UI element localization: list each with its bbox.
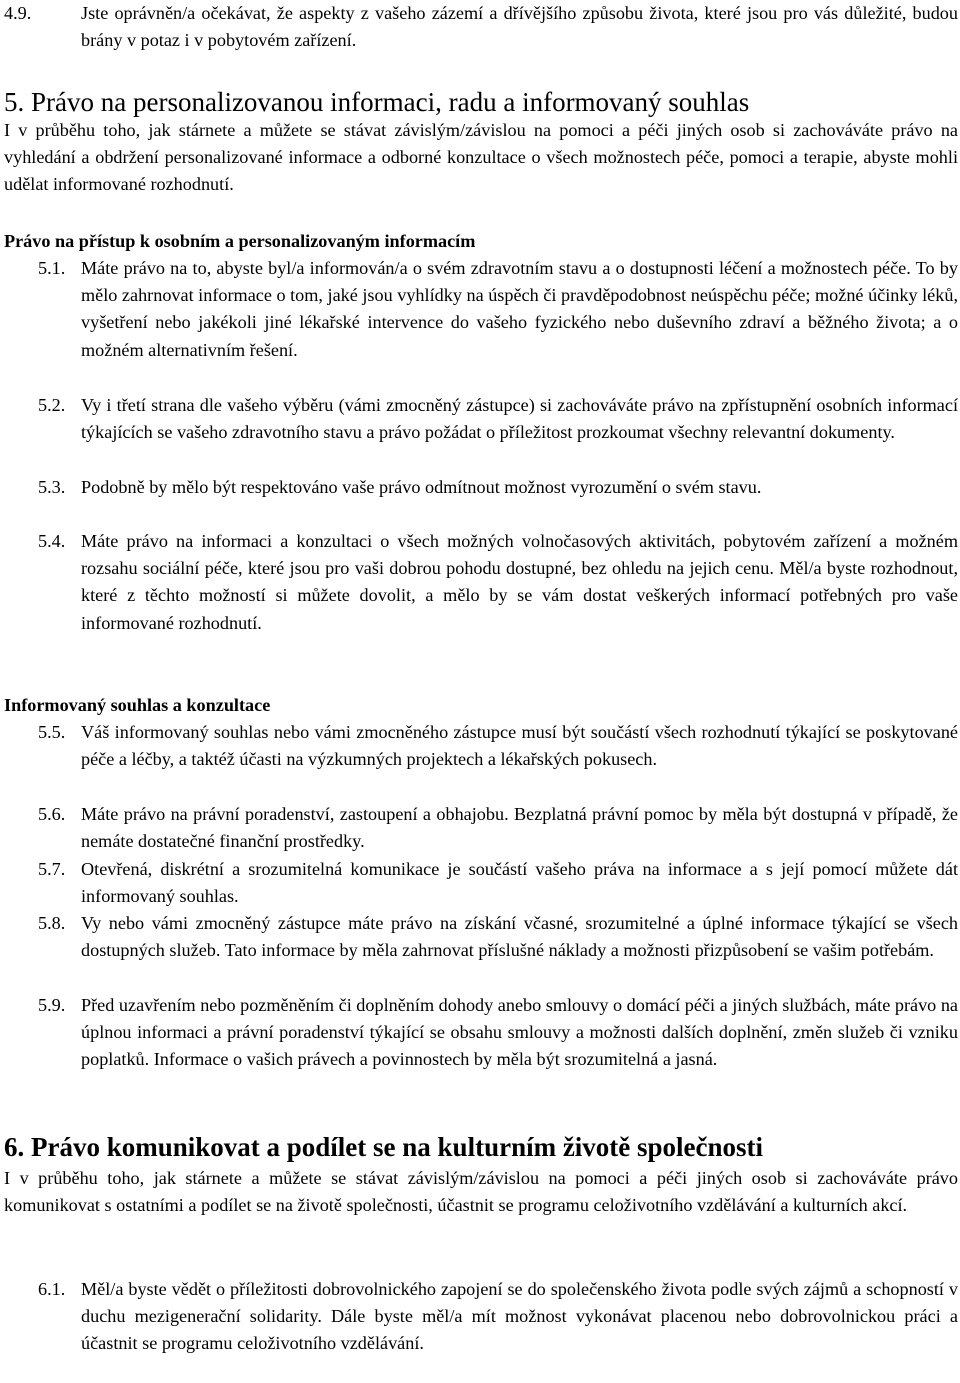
list-item — [0, 856, 958, 910]
item-text: Máte právo na to, abyste byl/a informován/a o svém zdravotním stavu a o dostupnosti léčení a možnostech péče. To by mělo zahrnovat informace o tom, jaké jsou vyhlídky na úspěch či pravděpodobnost neúspěchu péče; možné účinky léků, vyšetření nebo jakékoli jiné lékařské intervence do vašeho fyzického nebo duševního zdraví a běžného života; a o možném alternativním řešení. — [81, 258, 958, 360]
list-item — [0, 392, 958, 446]
item-number: 5.9. — [38, 995, 66, 1015]
list-item — [0, 1276, 958, 1358]
item-text: Máte právo na právní poradenství, zastoupení a obhajobu. Bezplatná právní pomoc by měla být dostupná v případě, že nemáte dostatečné finanční prostředky. — [81, 804, 958, 852]
list-item — [0, 528, 958, 637]
section-intro: I v průběhu toho, jak stárnete a můžete se stávat závislým/závislou na pomoci a péči jiných osob si zachováváte právo na vyhledání a obdržení personalizované informace a odborné konzultace o všech možnostech péče, pomoci a terapie, abyste mohli udělat informované rozhodnutí. — [4, 120, 958, 195]
section-title: 5. Právo na personalizovanou informaci, radu a informovaný souhlas — [4, 87, 750, 117]
subsection-title: Právo na přístup k osobním a personalizovaným informacím — [4, 231, 476, 251]
item-number: 4.9. — [4, 3, 32, 23]
item-number: 5.6. — [38, 804, 66, 824]
item-text: Před uzavřením nebo pozměněním či doplněním dohody anebo smlouvy o domácí péči a jiných službách, máte právo na úplnou informaci a právní poradenství týkající se obsahu smlouvy a možnosti dalších doplnění, změn služeb či vzniku poplatků. Informace o vašich právech a povinnostech by měla být srozumitelná a jasná. — [81, 995, 958, 1070]
item-text: Podobně by mělo být respektováno vaše právo odmítnout možnost vyrozumění o svém stavu. — [81, 477, 762, 497]
list-item — [0, 474, 958, 501]
item-text: Otevřená, diskrétní a srozumitelná komunikace je součástí vašeho práva na informace a s její pomocí můžete dát informovaný souhlas. — [81, 859, 958, 907]
item-number: 5.2. — [38, 395, 66, 415]
item-text: Měl/a byste vědět o příležitosti dobrovolnického zapojení se do společenského života podle svých zájmů a schopností v duchu mezigenerační solidarity. Dále byste měl/a mít možnost vykonávat placenou nebo dobrovolnickou práci a účastnit se programu celoživotního vzdělávání. — [81, 1279, 958, 1354]
item-number: 5.3. — [38, 477, 66, 497]
list-item — [0, 992, 958, 1074]
section-title: 6. Právo komunikovat a podílet se na kulturním životě společnosti — [4, 1132, 764, 1162]
item-text: Jste oprávněn/a očekávat, že aspekty z vašeho zázemí a dřívějšího způsobu života, které jsou pro vás důležité, budou brány v potaz i v pobytovém zařízení. — [81, 3, 958, 51]
item-number: 5.5. — [38, 722, 66, 742]
item-text: Máte právo na informaci a konzultaci o všech možných volnočasových aktivitách, pobytovém zařízení a možném rozsahu sociální péče, které jsou pro vaši dobrou pohodu dostupné, bez ohledu na jejich cenu. Měl/a byste rozhodnout, které z těchto možností si můžete dovolit, a mělo by se vám dostat veškerých informací potřebných pro vaše informované rozhodnutí. — [81, 531, 958, 633]
item-number: 6.1. — [38, 1279, 66, 1299]
item-number: 5.4. — [38, 531, 66, 551]
item-text: Vy i třetí strana dle vašeho výběru (vámi zmocněný zástupce) si zachováváte právo na zpřístupnění osobních informací týkajících se vašeho zdravotního stavu a právo požádat o příležitost prozkoumat všechny relevantní dokumenty. — [81, 395, 958, 443]
list-item — [0, 255, 958, 364]
list-item — [0, 801, 958, 855]
item-number: 5.7. — [38, 859, 66, 879]
section-intro: I v průběhu toho, jak stárnete a můžete se stávat závislým/závislou na pomoci a péči jiných osob si zachováváte právo komunikovat s ostatními a podílet se na životě společnosti, účastnit se programu celoživotního vzdělávání a kulturních akcí. — [4, 1168, 958, 1216]
list-item — [0, 910, 958, 964]
list-item — [0, 0, 958, 54]
item-text: Vy nebo vámi zmocněný zástupce máte právo na získání včasné, srozumitelné a úplné informace týkající se všech dostupných služeb. Tato informace by měla zahrnovat příslušné náklady a možnosti přizpůsobení se vašim potřebám. — [81, 913, 958, 961]
list-item — [0, 719, 958, 773]
subsection-title: Informovaný souhlas a konzultace — [4, 695, 271, 715]
item-number: 5.8. — [38, 913, 66, 933]
item-text: Váš informovaný souhlas nebo vámi zmocněného zástupce musí být součástí všech rozhodnutí týkající se poskytované péče a léčby, a taktéž účasti na výzkumných projektech a lékařských pokusech. — [81, 722, 958, 770]
item-number: 5.1. — [38, 258, 66, 278]
